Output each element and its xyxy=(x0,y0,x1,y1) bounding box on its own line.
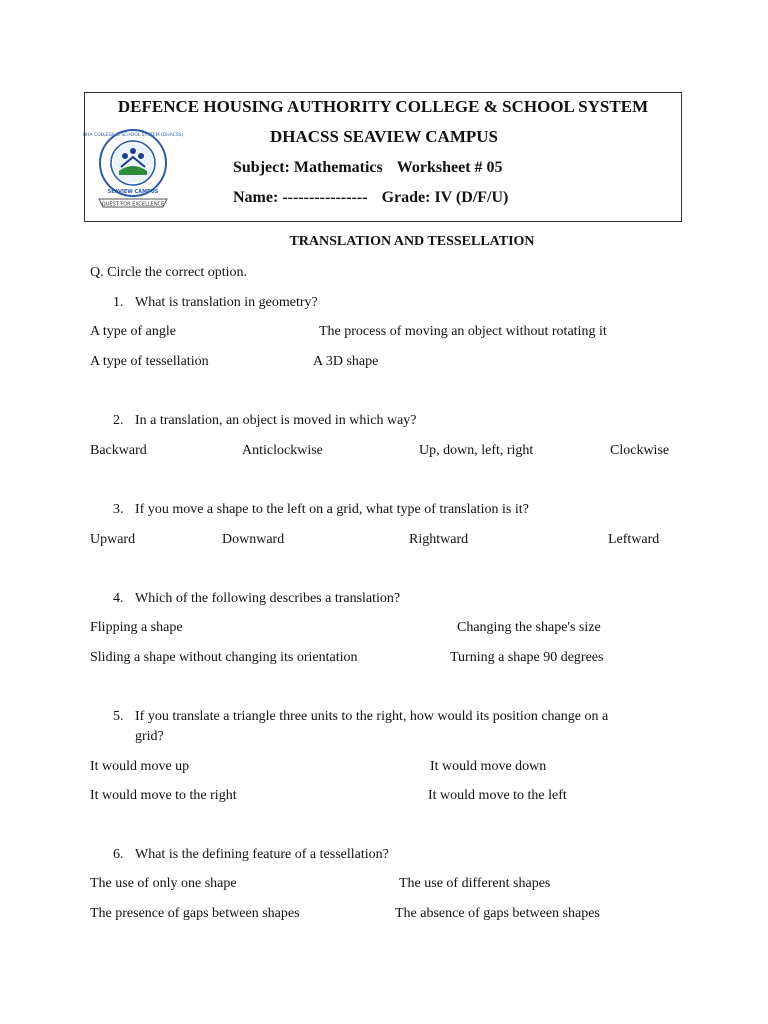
worksheet-header xyxy=(84,92,682,222)
question-5 xyxy=(113,709,608,725)
q5-option-a[interactable]: It would move up xyxy=(90,759,190,774)
q3-option-b[interactable]: Downward xyxy=(222,532,285,547)
q5-option-b[interactable]: It would move down xyxy=(430,759,547,774)
question-number: 4. xyxy=(113,591,124,606)
question-6 xyxy=(113,847,389,863)
name-field: Name: ---------------- xyxy=(233,189,368,206)
q3-option-a[interactable]: Upward xyxy=(90,532,136,547)
q2-option-b[interactable]: Anticlockwise xyxy=(242,443,323,458)
q4-option-d[interactable]: Turning a shape 90 degrees xyxy=(450,650,604,665)
logo-motto: QUEST FOR EXCELLENCE xyxy=(101,201,165,208)
question-text: If you translate a triangle three units to the right, how would its position change on a xyxy=(135,709,609,724)
q5-option-d[interactable]: It would move to the left xyxy=(428,788,567,803)
campus-name: DHACSS SEAVIEW CAMPUS xyxy=(270,127,498,146)
question-number: 2. xyxy=(113,413,124,428)
q3-option-c[interactable]: Rightward xyxy=(409,532,469,547)
question-number: 6. xyxy=(113,847,124,862)
q6-option-d[interactable]: The absence of gaps between shapes xyxy=(395,906,600,921)
grade-label: Grade: IV (D/F/U) xyxy=(381,189,509,206)
q6-option-b[interactable]: The use of different shapes xyxy=(399,876,551,891)
q4-option-c[interactable]: Sliding a shape without changing its orientation xyxy=(90,650,358,665)
question-5-continued: grid? xyxy=(135,729,164,744)
question-number: 5. xyxy=(113,709,124,724)
question-text: What is translation in geometry? xyxy=(135,295,318,310)
subject-label: Subject: Mathematics xyxy=(233,159,383,176)
q1-option-a[interactable]: A type of angle xyxy=(90,324,176,339)
question-text: Which of the following describes a translation? xyxy=(135,591,401,606)
worksheet-title: TRANSLATION AND TESSELLATION xyxy=(289,234,535,249)
q4-option-a[interactable]: Flipping a shape xyxy=(90,620,183,635)
question-2 xyxy=(113,413,416,429)
q1-option-c[interactable]: A type of tessellation xyxy=(90,354,209,369)
q1-option-b[interactable]: The process of moving an object without rotating it xyxy=(319,324,607,339)
question-3 xyxy=(113,502,529,518)
logo-text-top: DHA COLLEGE & SCHOOL SYSTEM (DHACSS) xyxy=(82,133,184,138)
q6-option-a[interactable]: The use of only one shape xyxy=(90,876,237,891)
q6-option-c[interactable]: The presence of gaps between shapes xyxy=(90,906,300,921)
instruction: Q. Circle the correct option. xyxy=(90,265,248,280)
q2-option-d[interactable]: Clockwise xyxy=(610,443,670,458)
question-4 xyxy=(113,591,400,607)
question-1 xyxy=(113,295,318,311)
q5-option-c[interactable]: It would move to the right xyxy=(90,788,237,803)
q1-option-d[interactable]: A 3D shape xyxy=(313,354,379,369)
name-grade-line xyxy=(233,189,508,207)
logo-text-campus: SEAVIEW CAMPUS xyxy=(107,189,159,195)
q2-option-a[interactable]: Backward xyxy=(90,443,147,458)
q2-option-c[interactable]: Up, down, left, right xyxy=(419,443,534,458)
question-text: In a translation, an object is moved in which way? xyxy=(135,413,417,428)
worksheet-number: Worksheet # 05 xyxy=(396,159,503,176)
question-number: 1. xyxy=(113,295,124,310)
institution-name: DEFENCE HOUSING AUTHORITY COLLEGE & SCHOOL SYSTEM xyxy=(117,97,649,116)
subject-line xyxy=(233,159,503,177)
q3-option-d[interactable]: Leftward xyxy=(608,532,660,547)
question-text: If you move a shape to the left on a grid, what type of translation is it? xyxy=(135,502,529,517)
q4-option-b[interactable]: Changing the shape's size xyxy=(457,620,601,635)
question-text: What is the defining feature of a tessellation? xyxy=(135,847,389,862)
question-number: 3. xyxy=(113,502,124,517)
